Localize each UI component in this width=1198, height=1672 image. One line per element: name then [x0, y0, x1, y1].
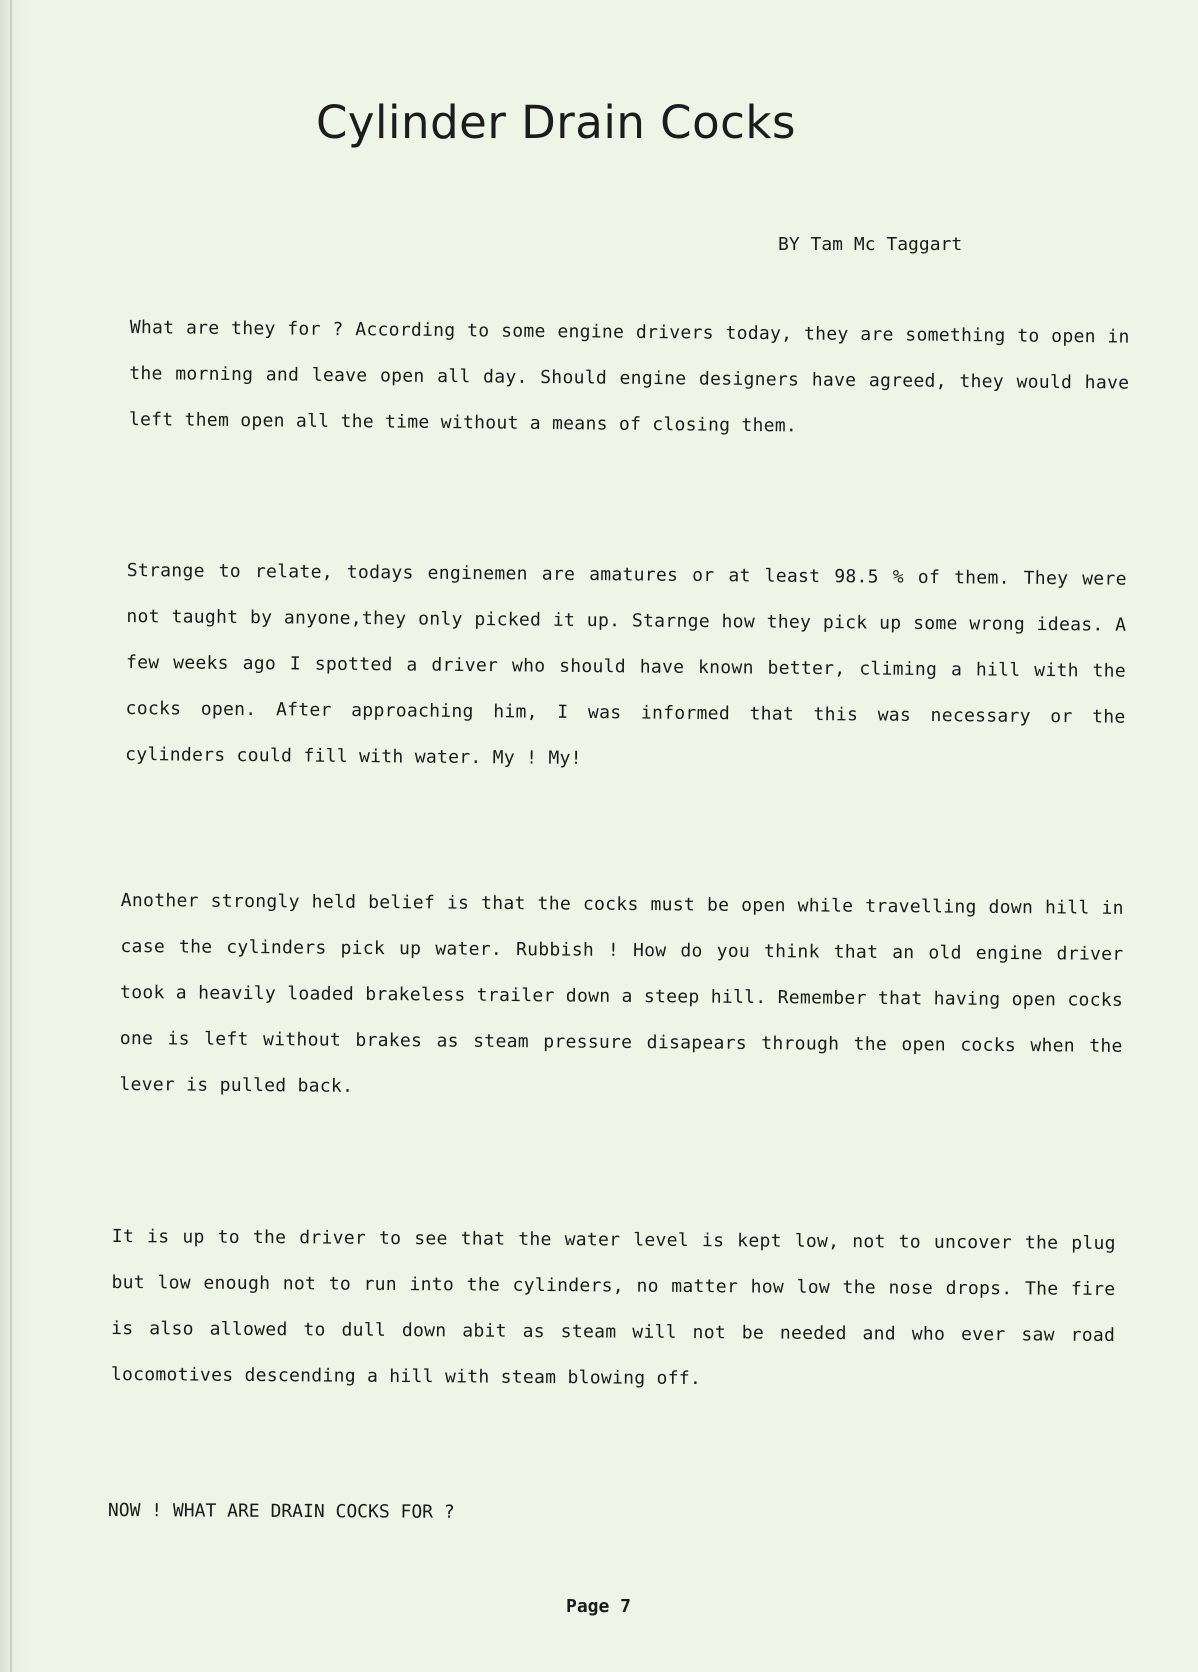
- article-paragraph-4: It is up to the driver to see that the water level is kept low, not to uncover the plug but low enough not to run into the cylinders, no matter how low the nose drops. The fire is also allowed to dull down abit as steam will not be needed and who ever saw road locomotives descending a hill with steam blowing off.: [110, 1225, 1116, 1390]
- page-number: Page 7: [566, 1596, 632, 1617]
- article-closing-question: NOW ! WHAT ARE DRAIN COCKS FOR ?: [107, 1500, 455, 1523]
- page-binding-edge: [10, 0, 12, 1672]
- article-paragraph-3: Another strongly held belief is that the cocks must be open while travelling down hill in case the cylinders pick up water. Rubbish ! How do you think that an old engine driver took a heavily loaded brakeless trailer down a steep hill. Remember that having open cocks one is left without brakes as steam pressure disapears through the open cocks when the lever is pulled back.: [119, 889, 1124, 1097]
- article-paragraph-1: What are they for ? According to some engine drivers today, they are something to open in the morning and leave open all day. Should engine designers have agreed, they would have left them open all the time without a means of closing them.: [128, 316, 1130, 437]
- article-byline: BY Tam Mc Taggart: [778, 234, 963, 255]
- article-paragraph-2: Strange to relate, todays enginemen are amatures or at least 98.5 % of them. They were not taught by anyone,they only picked it up. Starnge how they pick up some wrong ideas. A few weeks ago I spotted a driver who should have known better, climing a hill with the cocks open. After approaching him, I was informed that this was necessary or the cylinders could fill with water. My ! My!: [125, 559, 1127, 769]
- article-title: Cylinder Drain Cocks: [316, 96, 796, 149]
